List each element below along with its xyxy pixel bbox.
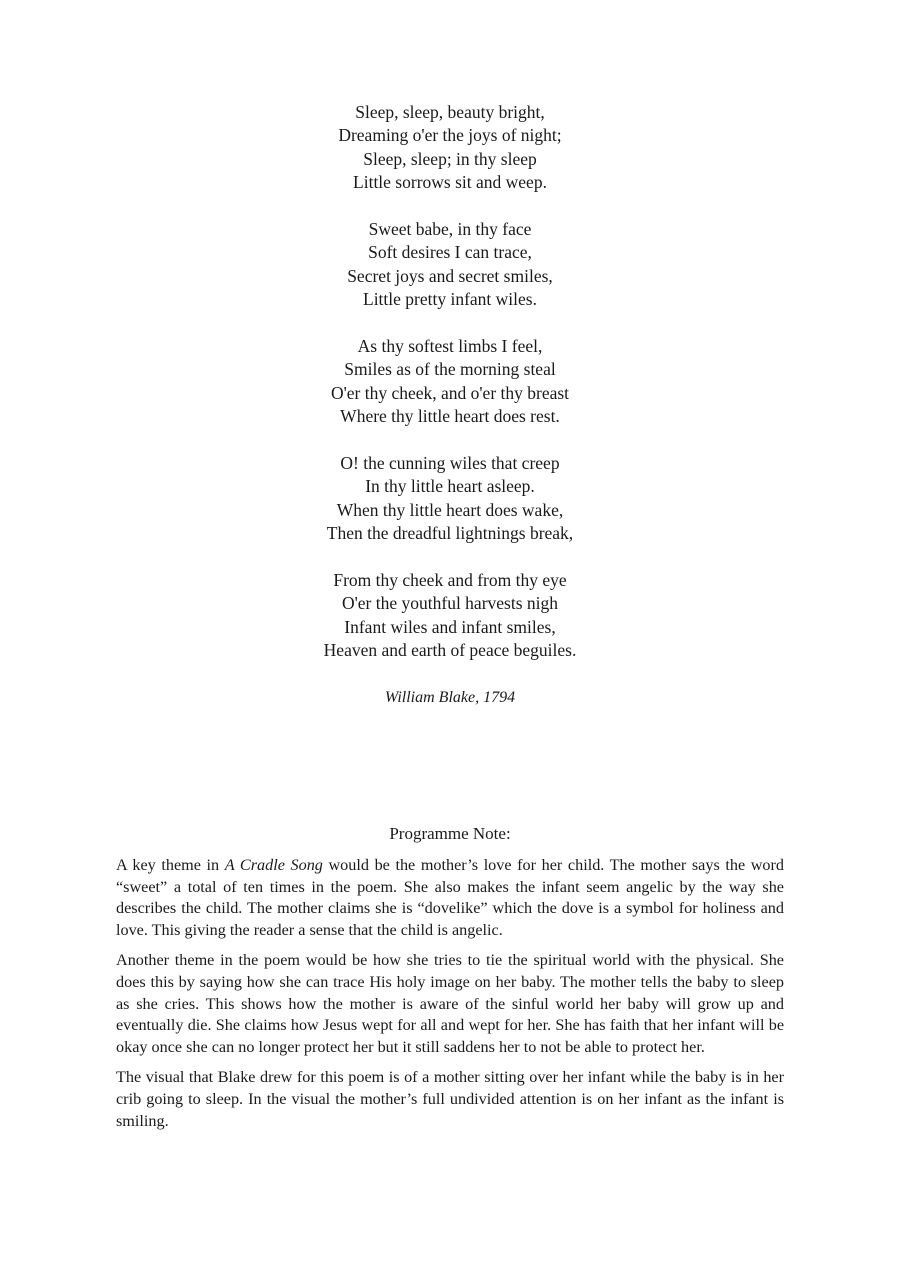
- note-paragraph-3: The visual that Blake drew for this poem is of a mother sitting over her infant while the baby is in her crib going to sleep. In the visual the mother’s full undivided attention is on her infant as the infant is smiling.: [116, 1068, 784, 1130]
- note-paragraph-2: Another theme in the poem would be how she tries to tie the spiritual world with the physical. She does this by saying how she can trace His holy image on her baby. The mother tells the baby to sleep as she cries. This shows how the mother is aware of the sinful world her baby will grow up and eventually die. She claims how Jesus wept for all and wept for her. She has faith that her infant will be okay once she can no longer protect her but it still saddens her to not be able to protect her.: [116, 951, 784, 1056]
- poem-line: O! the cunning wiles that creep: [340, 453, 560, 474]
- poem-line: Little sorrows sit and weep.: [353, 172, 547, 193]
- note-paragraph-1-start: A key theme in: [116, 856, 225, 874]
- poem-stanza-4: [0, 452, 900, 546]
- poem-stanza-5: [0, 569, 900, 663]
- poem-line: When thy little heart does wake,: [336, 499, 564, 520]
- programme-note-title: Programme Note:: [389, 824, 511, 843]
- poem-line: Infant wiles and infant smiles,: [344, 616, 556, 637]
- poem-line: Heaven and earth of peace beguiles.: [323, 640, 577, 661]
- poem-line: Soft desires I can trace,: [368, 242, 532, 263]
- poem-stanza-2: [0, 218, 900, 312]
- poem-line: Sleep, sleep; in thy sleep: [363, 148, 537, 169]
- poem-line: In thy little heart asleep.: [365, 476, 535, 497]
- poem-line: Where thy little heart does rest.: [340, 406, 560, 427]
- programme-note: [116, 822, 784, 1141]
- poem-attribution: William Blake, 1794: [384, 689, 516, 707]
- poem-line: Secret joys and secret smiles,: [347, 265, 553, 286]
- note-paragraph-1-rest: would be the mother’s love for her child. The mother says the word “sweet” a total of ten times in the poem. She also makes the infant seem angelic by the way she describes the child. The mother claims she is “dovelike” which the dove is a symbol for holiness and love. This giving the reader a sense that the child is angelic.: [116, 856, 785, 939]
- poem-title-reference: A Cradle Song: [224, 856, 323, 874]
- poem-stanza-1: [0, 101, 900, 195]
- poem-line: O'er thy cheek, and o'er thy breast: [330, 382, 570, 403]
- poem-line: Smiles as of the morning steal: [344, 359, 556, 380]
- poem-stanza-3: [0, 335, 900, 429]
- poem-line: From thy cheek and from thy eye: [333, 570, 567, 591]
- poem-line: Dreaming o'er the joys of night;: [338, 125, 562, 146]
- poem-line: O'er the youthful harvests nigh: [341, 593, 559, 614]
- poem-line: As thy softest limbs I feel,: [357, 336, 543, 357]
- note-paragraph-1: [116, 855, 784, 941]
- poem: [0, 101, 900, 709]
- poem-line: Then the dreadful lightnings break,: [326, 523, 574, 544]
- poem-line: Little pretty infant wiles.: [363, 289, 537, 310]
- poem-line: Sleep, sleep, beauty bright,: [355, 102, 545, 122]
- poem-line: Sweet babe, in thy face: [368, 219, 532, 240]
